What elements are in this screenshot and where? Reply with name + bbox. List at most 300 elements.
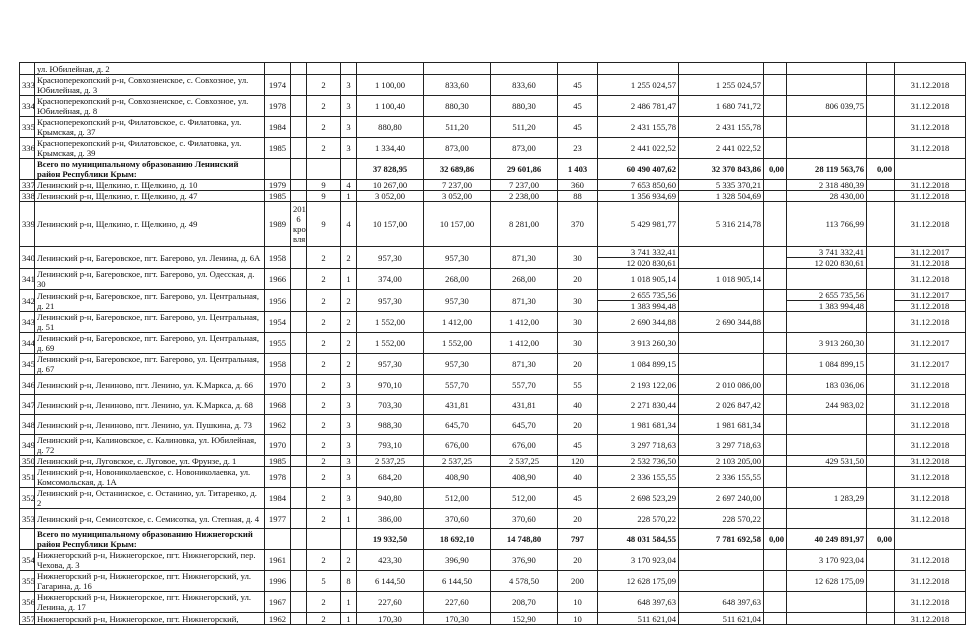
repair-note-cell: 201 6 кро вля bbox=[291, 202, 307, 247]
residential-area-cell: 6 144,50 bbox=[424, 571, 491, 592]
residential-area-cell: 1 412,00 bbox=[424, 312, 491, 333]
other-cost-cell bbox=[867, 550, 895, 571]
other-cost-cell bbox=[867, 247, 895, 269]
address-cell: Ленинский р-н, Лениново, пгт. Ленино, ул. К.Маркса, д. 66 bbox=[35, 375, 265, 395]
fund-cost-cell bbox=[679, 550, 764, 571]
budget-cost-cell bbox=[764, 571, 787, 592]
row-number: 356 bbox=[20, 592, 35, 613]
fund-cost-cell bbox=[679, 75, 764, 96]
deadline-value: 31.12.2018 bbox=[910, 379, 950, 390]
floors-cell: 2 bbox=[307, 96, 341, 117]
floors-cell: 2 bbox=[307, 333, 341, 354]
row-number: 338 bbox=[20, 191, 35, 202]
total-cost-cell bbox=[598, 247, 679, 269]
total-cost-cell bbox=[598, 354, 679, 375]
fund-cost-value: 5 335 370,21 bbox=[715, 180, 761, 190]
residential-area-cell: 873,00 bbox=[424, 138, 491, 159]
address-cell: Ленинский р-н, Калиновское, с. Калиновка, ул. Юбилейная, д. 72 bbox=[35, 435, 265, 456]
total-area-cell: 1 552,00 bbox=[357, 333, 424, 354]
deadline-cell bbox=[895, 592, 966, 613]
total-cost-value: 1 018 905,14 bbox=[630, 274, 676, 284]
residents-cell: 45 bbox=[558, 435, 598, 456]
deadline-value: 31.12.2018 bbox=[910, 555, 950, 565]
row-number: 346 bbox=[20, 375, 35, 395]
year-built-cell: 1962 bbox=[265, 613, 291, 625]
deadline-value: 31.12.2018 bbox=[910, 80, 950, 90]
residential-area-cell: 511,20 bbox=[424, 117, 491, 138]
entrances-cell: 3 bbox=[341, 395, 357, 415]
total-area-cell: 6 144,50 bbox=[357, 571, 424, 592]
living-area-cell: 1 412,00 bbox=[491, 333, 558, 354]
deadline-value: 31.12.2018 bbox=[910, 472, 950, 482]
living-area-cell: 152,90 bbox=[491, 613, 558, 625]
deadline-cell bbox=[895, 191, 966, 202]
fund-cost-cell bbox=[679, 159, 764, 180]
fund-cost-value: 2 026 847,42 bbox=[715, 399, 761, 410]
subtotal-row bbox=[20, 159, 966, 180]
fund-cost-cell bbox=[679, 571, 764, 592]
table-row bbox=[20, 191, 966, 202]
residential-area-cell: 676,00 bbox=[424, 435, 491, 456]
entrances-cell: 3 bbox=[341, 488, 357, 509]
owners-cost-cell bbox=[787, 117, 867, 138]
residents-cell: 20 bbox=[558, 269, 598, 290]
total-cost-cell bbox=[598, 550, 679, 571]
other-cost-cell bbox=[867, 571, 895, 592]
owners-cost-value: 1 084 899,15 bbox=[818, 359, 864, 369]
repair-note-cell bbox=[291, 312, 307, 333]
address-cell: Нижнегорский р-н, Нижнегорское, пгт. Нижнегорский, bbox=[35, 613, 265, 625]
total-cost-value: 60 490 407,62 bbox=[626, 164, 676, 174]
repair-note-cell bbox=[291, 550, 307, 571]
floors-cell: 2 bbox=[307, 290, 341, 312]
deadline-value: 31.12.2018 bbox=[910, 101, 950, 111]
deadline-cell bbox=[895, 312, 966, 333]
fund-cost-value: 1 018 905,14 bbox=[715, 274, 761, 284]
table-row bbox=[20, 415, 966, 435]
year-built-cell: 1966 bbox=[265, 269, 291, 290]
other-cost-cell bbox=[867, 117, 895, 138]
year-built-cell: 1978 bbox=[265, 467, 291, 488]
floors-cell: 2 bbox=[307, 509, 341, 529]
table-row bbox=[20, 467, 966, 488]
residential-area-cell: 1 552,00 bbox=[424, 333, 491, 354]
fund-cost-value: 2 697 240,00 bbox=[715, 493, 761, 503]
fund-cost-cell bbox=[679, 435, 764, 456]
floors-cell bbox=[307, 159, 341, 180]
other-cost-cell bbox=[867, 435, 895, 456]
total-cost-value: 1 383 994,48 bbox=[598, 300, 678, 311]
deadline-cell bbox=[895, 375, 966, 395]
total-area-cell: 374,00 bbox=[357, 269, 424, 290]
fund-cost-cell bbox=[679, 180, 764, 191]
deadline-value: 31.12.2018 bbox=[910, 143, 950, 153]
total-area-cell: 684,20 bbox=[357, 467, 424, 488]
repair-note-cell bbox=[291, 529, 307, 550]
residential-area-cell: 957,30 bbox=[424, 247, 491, 269]
row-number: 343 bbox=[20, 312, 35, 333]
total-cost-value: 1 356 934,69 bbox=[630, 191, 676, 201]
entrances-cell: 3 bbox=[341, 415, 357, 435]
repair-note-cell bbox=[291, 456, 307, 467]
deadline-value: 31.12.2018 bbox=[910, 419, 950, 430]
table-row bbox=[20, 509, 966, 529]
deadline-cell bbox=[895, 117, 966, 138]
deadline-value: 31.12.2018 bbox=[895, 257, 965, 268]
floors-cell: 9 bbox=[307, 191, 341, 202]
deadline-cell bbox=[895, 529, 966, 550]
fund-cost-value: 3 297 718,63 bbox=[715, 440, 761, 450]
total-cost-cell bbox=[598, 467, 679, 488]
entrances-cell bbox=[341, 529, 357, 550]
table-row bbox=[20, 395, 966, 415]
deadline-cell bbox=[895, 550, 966, 571]
residents-cell: 45 bbox=[558, 117, 598, 138]
table-row bbox=[20, 592, 966, 613]
row-number: 341 bbox=[20, 269, 35, 290]
address-cell: Ленинский р-н, Щелкино, г. Щелкино, д. 10 bbox=[35, 180, 265, 191]
other-cost-cell bbox=[867, 613, 895, 625]
year-built-cell: 1985 bbox=[265, 456, 291, 467]
residents-cell: 10 bbox=[558, 592, 598, 613]
total-area-cell: 957,30 bbox=[357, 247, 424, 269]
owners-cost-cell bbox=[787, 247, 867, 269]
deadline-value: 31.12.2017 bbox=[910, 290, 950, 300]
fund-cost-cell bbox=[679, 191, 764, 202]
fund-cost-value: 1 255 024,57 bbox=[715, 80, 761, 90]
year-built-cell: 1989 bbox=[265, 202, 291, 247]
owners-cost-cell bbox=[787, 467, 867, 488]
table-row bbox=[20, 571, 966, 592]
total-cost-cell bbox=[598, 488, 679, 509]
deadline-cell bbox=[895, 571, 966, 592]
fund-cost-cell bbox=[679, 613, 764, 625]
residents-cell bbox=[558, 63, 598, 75]
total-cost-value: 7 653 850,60 bbox=[630, 180, 676, 190]
repair-note-cell bbox=[291, 75, 307, 96]
address-cell: Всего по муниципальному образованию Нижнегорский район Республики Крым: bbox=[35, 529, 265, 550]
living-area-cell: 511,20 bbox=[491, 117, 558, 138]
year-built-cell: 1977 bbox=[265, 509, 291, 529]
other-cost-cell bbox=[867, 333, 895, 354]
budget-cost-cell bbox=[764, 375, 787, 395]
deadline-value: 31.12.2017 bbox=[910, 338, 950, 348]
entrances-cell: 1 bbox=[341, 509, 357, 529]
owners-cost-cell bbox=[787, 550, 867, 571]
total-cost-value: 511 621,04 bbox=[637, 613, 676, 624]
total-cost-cell bbox=[598, 117, 679, 138]
budget-cost-cell bbox=[764, 138, 787, 159]
row-number bbox=[20, 63, 35, 75]
other-cost-cell bbox=[867, 202, 895, 247]
floors-cell bbox=[307, 529, 341, 550]
row-number: 344 bbox=[20, 333, 35, 354]
total-cost-cell bbox=[598, 571, 679, 592]
year-built-cell: 1984 bbox=[265, 488, 291, 509]
budget-cost-cell bbox=[764, 456, 787, 467]
floors-cell: 2 bbox=[307, 375, 341, 395]
table-row bbox=[20, 63, 966, 75]
table-row bbox=[20, 96, 966, 117]
total-area-cell: 1 100,40 bbox=[357, 96, 424, 117]
total-area-cell bbox=[357, 63, 424, 75]
fund-cost-value: 32 370 843,86 bbox=[711, 164, 761, 174]
register-body bbox=[20, 63, 966, 625]
other-cost-cell bbox=[867, 96, 895, 117]
repair-note-cell bbox=[291, 117, 307, 138]
other-cost-cell bbox=[867, 509, 895, 529]
fund-cost-cell bbox=[679, 488, 764, 509]
deadline-cell bbox=[895, 509, 966, 529]
repair-note-cell bbox=[291, 571, 307, 592]
budget-cost-cell bbox=[764, 247, 787, 269]
owners-cost-cell bbox=[787, 509, 867, 529]
total-area-cell: 957,30 bbox=[357, 290, 424, 312]
repair-note-cell bbox=[291, 269, 307, 290]
entrances-cell: 1 bbox=[341, 191, 357, 202]
deadline-cell bbox=[895, 202, 966, 247]
living-area-cell: 873,00 bbox=[491, 138, 558, 159]
owners-cost-cell bbox=[787, 202, 867, 247]
entrances-cell: 1 bbox=[341, 613, 357, 625]
repair-note-cell bbox=[291, 290, 307, 312]
total-area-cell: 386,00 bbox=[357, 509, 424, 529]
budget-cost-cell bbox=[764, 509, 787, 529]
owners-cost-cell bbox=[787, 613, 867, 625]
address-cell: Ленинский р-н, Щелкино, г. Щелкино, д. 49 bbox=[35, 202, 265, 247]
deadline-value: 31.12.2018 bbox=[910, 122, 950, 132]
fund-cost-cell bbox=[679, 247, 764, 269]
total-cost-cell bbox=[598, 180, 679, 191]
living-area-cell: 376,90 bbox=[491, 550, 558, 571]
repair-note-cell bbox=[291, 395, 307, 415]
entrances-cell: 2 bbox=[341, 312, 357, 333]
residents-cell: 20 bbox=[558, 550, 598, 571]
residents-cell: 30 bbox=[558, 333, 598, 354]
deadline-value: 31.12.2018 bbox=[895, 300, 965, 311]
residential-area-cell: 268,00 bbox=[424, 269, 491, 290]
total-cost-cell bbox=[598, 592, 679, 613]
living-area-cell: 370,60 bbox=[491, 509, 558, 529]
table-row bbox=[20, 375, 966, 395]
deadline-cell bbox=[895, 290, 966, 312]
row-number: 337 bbox=[20, 180, 35, 191]
fund-cost-cell bbox=[679, 290, 764, 312]
repair-note-cell bbox=[291, 415, 307, 435]
repair-note-cell bbox=[291, 509, 307, 529]
entrances-cell: 2 bbox=[341, 247, 357, 269]
residential-area-cell: 370,60 bbox=[424, 509, 491, 529]
address-cell: Ленинский р-н, Щелкино, г. Щелкино, д. 47 bbox=[35, 191, 265, 202]
fund-cost-cell bbox=[679, 269, 764, 290]
owners-cost-cell bbox=[787, 180, 867, 191]
owners-cost-cell bbox=[787, 354, 867, 375]
table-row bbox=[20, 247, 966, 269]
total-cost-cell bbox=[598, 529, 679, 550]
deadline-value: 31.12.2018 bbox=[910, 597, 950, 607]
residential-area-cell: 32 689,86 bbox=[424, 159, 491, 180]
owners-cost-cell bbox=[787, 290, 867, 312]
deadline-value: 31.12.2018 bbox=[910, 493, 950, 503]
owners-cost-value: 2 655 735,56 bbox=[818, 290, 864, 300]
total-area-cell: 988,30 bbox=[357, 415, 424, 435]
residential-area-cell: 3 052,00 bbox=[424, 191, 491, 202]
fund-cost-value: 648 397,63 bbox=[722, 597, 761, 607]
budget-cost-cell bbox=[764, 592, 787, 613]
address-cell: Ленинский р-н, Луговское, с. Луговое, ул. Фрунзе, д. 1 bbox=[35, 456, 265, 467]
entrances-cell: 3 bbox=[341, 467, 357, 488]
row-number: 334 bbox=[20, 96, 35, 117]
row-number: 345 bbox=[20, 354, 35, 375]
residents-cell: 360 bbox=[558, 180, 598, 191]
owners-cost-value: 429 531,50 bbox=[825, 456, 864, 466]
residents-cell: 370 bbox=[558, 202, 598, 247]
living-area-cell: 208,70 bbox=[491, 592, 558, 613]
floors-cell: 2 bbox=[307, 247, 341, 269]
address-cell: Всего по муниципальному образованию Ленинский район Республики Крым: bbox=[35, 159, 265, 180]
year-built-cell: 1970 bbox=[265, 375, 291, 395]
fund-cost-cell bbox=[679, 312, 764, 333]
floors-cell: 2 bbox=[307, 415, 341, 435]
budget-cost-cell bbox=[764, 63, 787, 75]
other-cost-cell bbox=[867, 354, 895, 375]
address-cell: Нижнегорский р-н, Нижнегорское, пгт. Нижнегорский, ул. Гагарина, д. 16 bbox=[35, 571, 265, 592]
entrances-cell: 1 bbox=[341, 592, 357, 613]
total-area-cell: 880,80 bbox=[357, 117, 424, 138]
living-area-cell: 7 237,00 bbox=[491, 180, 558, 191]
repair-note-cell bbox=[291, 96, 307, 117]
residents-cell: 45 bbox=[558, 488, 598, 509]
table-row bbox=[20, 312, 966, 333]
total-cost-value: 5 429 981,77 bbox=[630, 219, 676, 229]
other-cost-cell bbox=[867, 138, 895, 159]
address-cell: Красноперекопский р-н, Филатовское, с. Филатовка, ул. Крымская, д. 37 bbox=[35, 117, 265, 138]
entrances-cell: 3 bbox=[341, 138, 357, 159]
repair-note-cell bbox=[291, 488, 307, 509]
fund-cost-cell bbox=[679, 333, 764, 354]
entrances-cell: 4 bbox=[341, 180, 357, 191]
other-cost-cell: 0,00 bbox=[867, 159, 895, 180]
floors-cell: 5 bbox=[307, 571, 341, 592]
year-built-cell: 1985 bbox=[265, 138, 291, 159]
owners-cost-cell bbox=[787, 159, 867, 180]
living-area-cell: 645,70 bbox=[491, 415, 558, 435]
deadline-cell bbox=[895, 613, 966, 625]
deadline-cell bbox=[895, 435, 966, 456]
year-built-cell: 1956 bbox=[265, 290, 291, 312]
total-cost-cell bbox=[598, 202, 679, 247]
owners-cost-cell bbox=[787, 312, 867, 333]
budget-cost-cell bbox=[764, 550, 787, 571]
address-cell: Ленинский р-н, Семисотское, с. Семисотка, ул. Степная, д. 4 bbox=[35, 509, 265, 529]
row-number: 347 bbox=[20, 395, 35, 415]
total-area-cell: 423,30 bbox=[357, 550, 424, 571]
row-number: 351 bbox=[20, 467, 35, 488]
budget-cost-cell bbox=[764, 117, 787, 138]
repair-note-cell bbox=[291, 180, 307, 191]
residents-cell: 20 bbox=[558, 415, 598, 435]
entrances-cell bbox=[341, 159, 357, 180]
total-cost-cell bbox=[598, 75, 679, 96]
table-row bbox=[20, 435, 966, 456]
entrances-cell: 1 bbox=[341, 269, 357, 290]
floors-cell: 2 bbox=[307, 312, 341, 333]
residents-cell: 30 bbox=[558, 247, 598, 269]
living-area-cell: 833,60 bbox=[491, 75, 558, 96]
living-area-cell: 557,70 bbox=[491, 375, 558, 395]
total-area-cell: 703,30 bbox=[357, 395, 424, 415]
living-area-cell: 512,00 bbox=[491, 488, 558, 509]
floors-cell: 9 bbox=[307, 202, 341, 247]
floors-cell: 2 bbox=[307, 550, 341, 571]
total-area-cell: 19 932,50 bbox=[357, 529, 424, 550]
year-built-cell: 1996 bbox=[265, 571, 291, 592]
living-area-cell: 1 412,00 bbox=[491, 312, 558, 333]
other-cost-cell bbox=[867, 269, 895, 290]
budget-cost-cell bbox=[764, 202, 787, 247]
deadline-cell bbox=[895, 138, 966, 159]
residents-cell: 30 bbox=[558, 290, 598, 312]
total-cost-cell bbox=[598, 333, 679, 354]
repair-note-cell bbox=[291, 247, 307, 269]
address-cell: Нижнегорский р-н, Нижнегорское, пгт. Нижнегорский, пер. Чехова, д. 3 bbox=[35, 550, 265, 571]
floors-cell: 2 bbox=[307, 435, 341, 456]
other-cost-cell bbox=[867, 415, 895, 435]
address-cell: Ленинский р-н, Лениново, пгт. Ленино, ул. Пушкина, д. 73 bbox=[35, 415, 265, 435]
living-area-cell: 2 537,25 bbox=[491, 456, 558, 467]
floors-cell: 2 bbox=[307, 488, 341, 509]
year-built-cell: 1967 bbox=[265, 592, 291, 613]
repair-note-cell bbox=[291, 613, 307, 625]
deadline-value: 31.12.2018 bbox=[910, 180, 950, 190]
table-row bbox=[20, 269, 966, 290]
floors-cell: 2 bbox=[307, 75, 341, 96]
address-cell: Красноперекопский р-н, Совхозненское, с. Совхозное, ул. Юбилейная, д. 3 bbox=[35, 75, 265, 96]
total-cost-value: 648 397,63 bbox=[637, 597, 676, 607]
owners-cost-cell bbox=[787, 592, 867, 613]
owners-cost-value: 12 628 175,09 bbox=[814, 576, 864, 586]
total-cost-cell bbox=[598, 509, 679, 529]
budget-cost-cell bbox=[764, 395, 787, 415]
residents-cell: 120 bbox=[558, 456, 598, 467]
total-cost-value: 12 628 175,09 bbox=[626, 576, 676, 586]
residents-cell: 797 bbox=[558, 529, 598, 550]
floors-cell: 2 bbox=[307, 395, 341, 415]
living-area-cell: 4 578,50 bbox=[491, 571, 558, 592]
entrances-cell: 2 bbox=[341, 354, 357, 375]
owners-cost-cell bbox=[787, 75, 867, 96]
owners-cost-value: 244 983,02 bbox=[825, 399, 864, 410]
residents-cell: 55 bbox=[558, 375, 598, 395]
fund-cost-cell bbox=[679, 63, 764, 75]
total-area-cell: 3 052,00 bbox=[357, 191, 424, 202]
owners-cost-value: 183 036,06 bbox=[825, 379, 864, 390]
budget-cost-cell bbox=[764, 415, 787, 435]
total-area-cell: 1 100,00 bbox=[357, 75, 424, 96]
owners-cost-value: 3 741 332,41 bbox=[818, 247, 864, 257]
fund-cost-cell bbox=[679, 509, 764, 529]
table-row bbox=[20, 333, 966, 354]
year-built-cell: 1979 bbox=[265, 180, 291, 191]
repair-note-cell bbox=[291, 333, 307, 354]
total-cost-cell bbox=[598, 63, 679, 75]
owners-cost-cell bbox=[787, 529, 867, 550]
owners-cost-value: 40 249 891,97 bbox=[814, 534, 864, 544]
year-built-cell: 1954 bbox=[265, 312, 291, 333]
floors-cell: 2 bbox=[307, 117, 341, 138]
total-cost-cell bbox=[598, 96, 679, 117]
owners-cost-cell bbox=[787, 138, 867, 159]
